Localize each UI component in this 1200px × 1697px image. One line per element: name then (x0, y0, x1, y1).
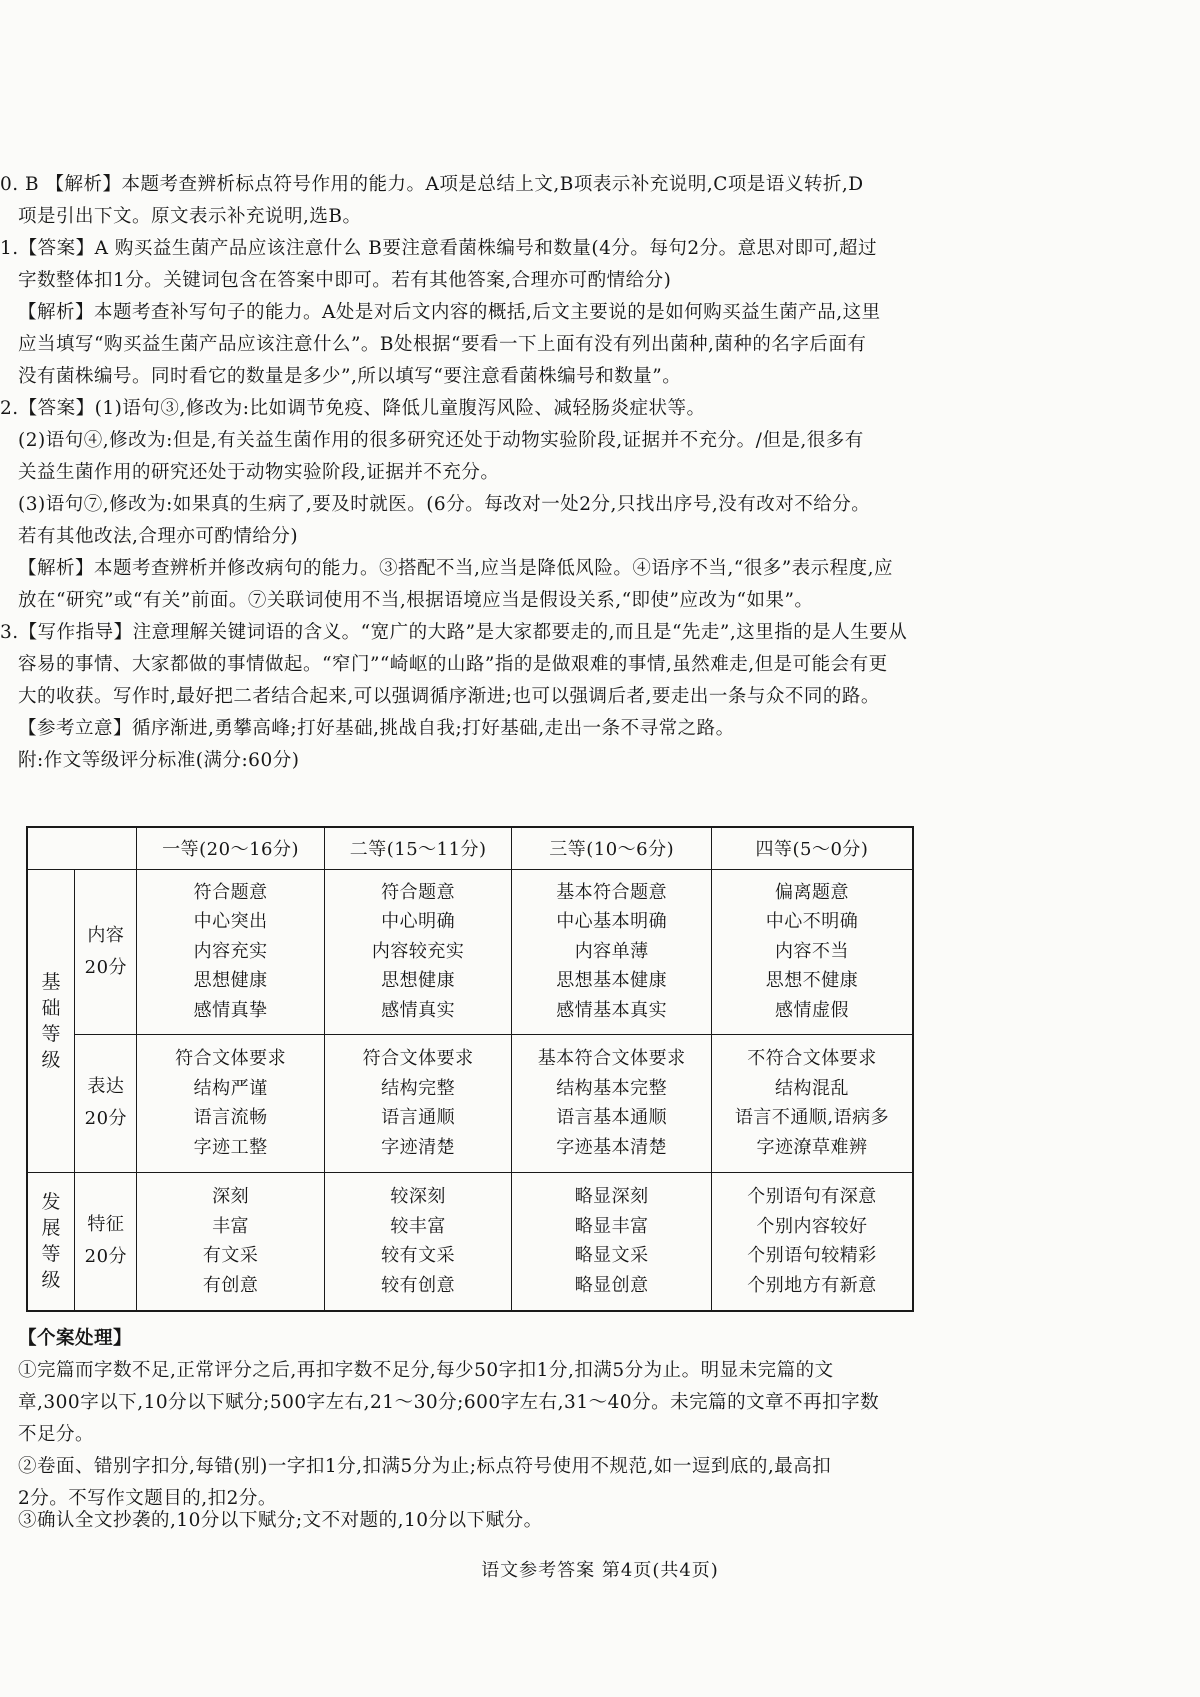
table-cell (711, 1172, 913, 1311)
cell-line: 有文采 (202, 1245, 259, 1267)
text-line: 1.【答案】A 购买益生菌产品应该注意什么 B要注意看菌株编号和数量(4分。每句2分。意思对即可,超过 (0, 238, 878, 259)
text-line: 容易的事情、大家都做的事情做起。“窄门”“崎岖的山路”指的是做艰难的事情,虽然难走,但是可能会有更 (18, 654, 888, 675)
table-cell (137, 869, 325, 1034)
cell-line: 内容充实 (193, 940, 268, 962)
table-cell (324, 869, 512, 1034)
cell-line: 个别语句有深意 (747, 1186, 877, 1208)
cell-line: 个别地方有新意 (747, 1274, 877, 1296)
cell-line: 结构基本完整 (556, 1077, 668, 1099)
cell-line: 中心基本明确 (556, 911, 668, 933)
category-cell (75, 1172, 137, 1311)
group-label: 发展等级 (41, 1191, 61, 1292)
text-line: 没有菌株编号。同时看它的数量是多少”,所以填写“要注意看菌株编号和数量”。 (18, 366, 682, 387)
cell-line: 语言通顺 (381, 1107, 456, 1128)
table-cell (711, 1034, 913, 1172)
cell-line: 思想健康 (381, 970, 456, 992)
table-cell (324, 1172, 512, 1311)
category-name: 表达 (87, 1076, 125, 1097)
corner-cell (27, 827, 137, 869)
table-row (27, 1034, 913, 1172)
text-line: (2)语句④,修改为:但是,有关益生菌作用的很多研究还处于动物实验阶段,证据并不充分。/但是,很多有 (18, 430, 864, 451)
cell-line: 略显文采 (574, 1245, 649, 1267)
text-line: (3)语句⑦,修改为:如果真的生病了,要及时就医。(6分。每改对一处2分,只找出序号,没有改对不给分。 (18, 494, 871, 515)
cell-line: 符合题意 (381, 881, 456, 903)
group-cell (27, 869, 75, 1172)
cell-line: 字迹清楚 (381, 1136, 456, 1158)
text-line: 项是引出下文。原文表示补充说明,选B。 (18, 206, 362, 227)
cell-line: 略显深刻 (574, 1186, 649, 1208)
text-line: 2分。不写作文题目的,扣2分。 (18, 1488, 277, 1509)
cell-line: 结构严谨 (193, 1077, 268, 1099)
cell-line: 语言基本通顺 (556, 1107, 668, 1128)
cell-line: 语言不通顺,语病多 (734, 1107, 890, 1128)
text-line: 【解析】本题考查辨析并修改病句的能力。③搭配不当,应当是降低风险。④语序不当,“很多”表示程度,应 (18, 558, 894, 579)
table-cell (324, 1034, 512, 1172)
cell-line: 内容单薄 (574, 940, 649, 962)
cell-line: 基本符合题意 (556, 881, 668, 903)
text-line: ①完篇而字数不足,正常评分之后,再扣字数不足分,每少50字扣1分,扣满5分为止。明显未完篇的文 (18, 1360, 834, 1381)
page-footer: 语文参考答案 第4页(共4页) (481, 1560, 719, 1581)
cell-line: 符合题意 (193, 881, 268, 903)
table-cell (512, 1172, 712, 1311)
cell-line: 较有创意 (381, 1274, 456, 1296)
table-header-row (27, 827, 913, 869)
cell-line: 感情真挚 (193, 999, 268, 1021)
cell-line: 结构混乱 (774, 1077, 849, 1099)
text-line: 放在“研究”或“有关”前面。⑦关联词使用不当,根据语境应当是假设关系,“即使”应改为“如果”。 (18, 590, 814, 611)
cell-line: 深刻 (212, 1186, 250, 1208)
cell-line: 较有文采 (381, 1245, 456, 1267)
text-line: 【解析】本题考查补写句子的能力。A处是对后文内容的概括,后文主要说的是如何购买益生菌产品,这里 (18, 302, 881, 323)
cell-line: 较丰富 (390, 1215, 446, 1237)
cell-line: 中心明确 (381, 911, 456, 933)
cell-line: 个别内容较好 (756, 1215, 868, 1237)
table-cell (512, 1034, 712, 1172)
cell-line: 思想健康 (193, 970, 268, 992)
cell-line: 字迹潦草难辨 (756, 1136, 868, 1158)
cell-line: 思想不健康 (765, 970, 859, 992)
text-line: 2.【答案】(1)语句③,修改为:比如调节免疫、降低儿童腹泻风险、减轻肠炎症状等。 (0, 398, 706, 419)
text-line: 关益生菌作用的研究还处于动物实验阶段,证据并不充分。 (18, 462, 500, 483)
text-line: 【参考立意】循序渐进,勇攀高峰;打好基础,挑战自我;打好基础,走出一条不寻常之路。 (18, 718, 735, 739)
text-line: ②卷面、错别字扣分,每错(别)一字扣1分,扣满5分为止;标点符号使用不规范,如一逗到底的,最高扣 (18, 1456, 832, 1477)
category-name: 内容 (87, 924, 125, 946)
text-line: 附:作文等级评分标准(满分:60分) (18, 750, 300, 771)
header-cell: 一等(20～16分) (137, 827, 325, 869)
cell-line: 感情基本真实 (556, 999, 668, 1021)
cell-line: 字迹工整 (193, 1136, 268, 1158)
cell-line: 基本符合文体要求 (537, 1048, 686, 1069)
section-title: 【个案处理】 (18, 1328, 133, 1349)
cell-line: 结构完整 (381, 1077, 456, 1099)
text-line: 若有其他改法,合理亦可酌情给分) (18, 526, 299, 547)
table-row (27, 869, 913, 1034)
cell-line: 内容不当 (774, 940, 849, 962)
cell-line: 偏离题意 (774, 881, 849, 903)
category-name: 特征 (87, 1214, 125, 1236)
cell-line: 有创意 (202, 1274, 259, 1296)
table-cell (711, 869, 913, 1034)
cell-line: 感情真实 (381, 999, 456, 1021)
cell-line: 中心不明确 (765, 911, 859, 933)
cell-line: 符合文体要求 (175, 1048, 287, 1069)
cell-line: 字迹基本清楚 (556, 1136, 668, 1158)
cell-line: 略显创意 (574, 1274, 649, 1296)
text-line: 章,300字以下,10分以下赋分;500字左右,21～30分;600字左右,31～40分。未完篇的文章不再扣字数 (18, 1392, 880, 1413)
cell-line: 较深刻 (390, 1186, 446, 1208)
header-cell: 四等(5～0分) (711, 827, 913, 869)
category-score: 20分 (84, 1108, 128, 1129)
table-cell (512, 869, 712, 1034)
table-cell (137, 1172, 325, 1311)
category-score: 20分 (84, 1246, 128, 1268)
header-cell: 二等(15～11分) (324, 827, 512, 869)
cell-line: 内容较充实 (371, 940, 465, 962)
group-label: 基础等级 (41, 970, 61, 1071)
group-cell (27, 1172, 75, 1311)
grading-table (26, 826, 914, 1312)
text-line: 大的收获。写作时,最好把二者结合起来,可以强调循序渐进;也可以强调后者,要走出一条与众不同的路。 (18, 686, 880, 707)
text-line: ③确认全文抄袭的,10分以下赋分;文不对题的,10分以下赋分。 (18, 1510, 543, 1531)
header-cell: 三等(10～6分) (512, 827, 712, 869)
category-cell (75, 869, 137, 1034)
text-line: 3.【写作指导】注意理解关键词语的含义。“宽广的大路”是大家都要走的,而且是“先走”,这里指的是人生要从 (0, 622, 908, 643)
cell-line: 语言流畅 (193, 1107, 268, 1128)
cell-line: 中心突出 (193, 911, 268, 933)
cell-line: 略显丰富 (574, 1215, 649, 1237)
cell-line: 不符合文体要求 (747, 1048, 877, 1069)
text-line: 应当填写“购买益生菌产品应该注意什么”。B处根据“要看一下上面有没有列出菌种,菌种的名字后面有 (18, 334, 867, 355)
cell-line: 感情虚假 (774, 999, 849, 1021)
category-cell (75, 1034, 137, 1172)
cell-line: 个别语句较精彩 (747, 1245, 877, 1267)
text-line: 0. B 【解析】本题考查辨析标点符号作用的能力。A项是总结上文,B项表示补充说明,C项是语义转折,D (0, 174, 864, 195)
cell-line: 丰富 (212, 1215, 250, 1237)
table-cell (137, 1034, 325, 1172)
cell-line: 思想基本健康 (556, 970, 668, 992)
table-row (27, 1172, 913, 1311)
text-line: 不足分。 (18, 1424, 95, 1445)
cell-line: 符合文体要求 (362, 1048, 474, 1069)
category-score: 20分 (84, 956, 128, 978)
text-line: 字数整体扣1分。关键词包含在答案中即可。若有其他答案,合理亦可酌情给分) (18, 270, 672, 291)
